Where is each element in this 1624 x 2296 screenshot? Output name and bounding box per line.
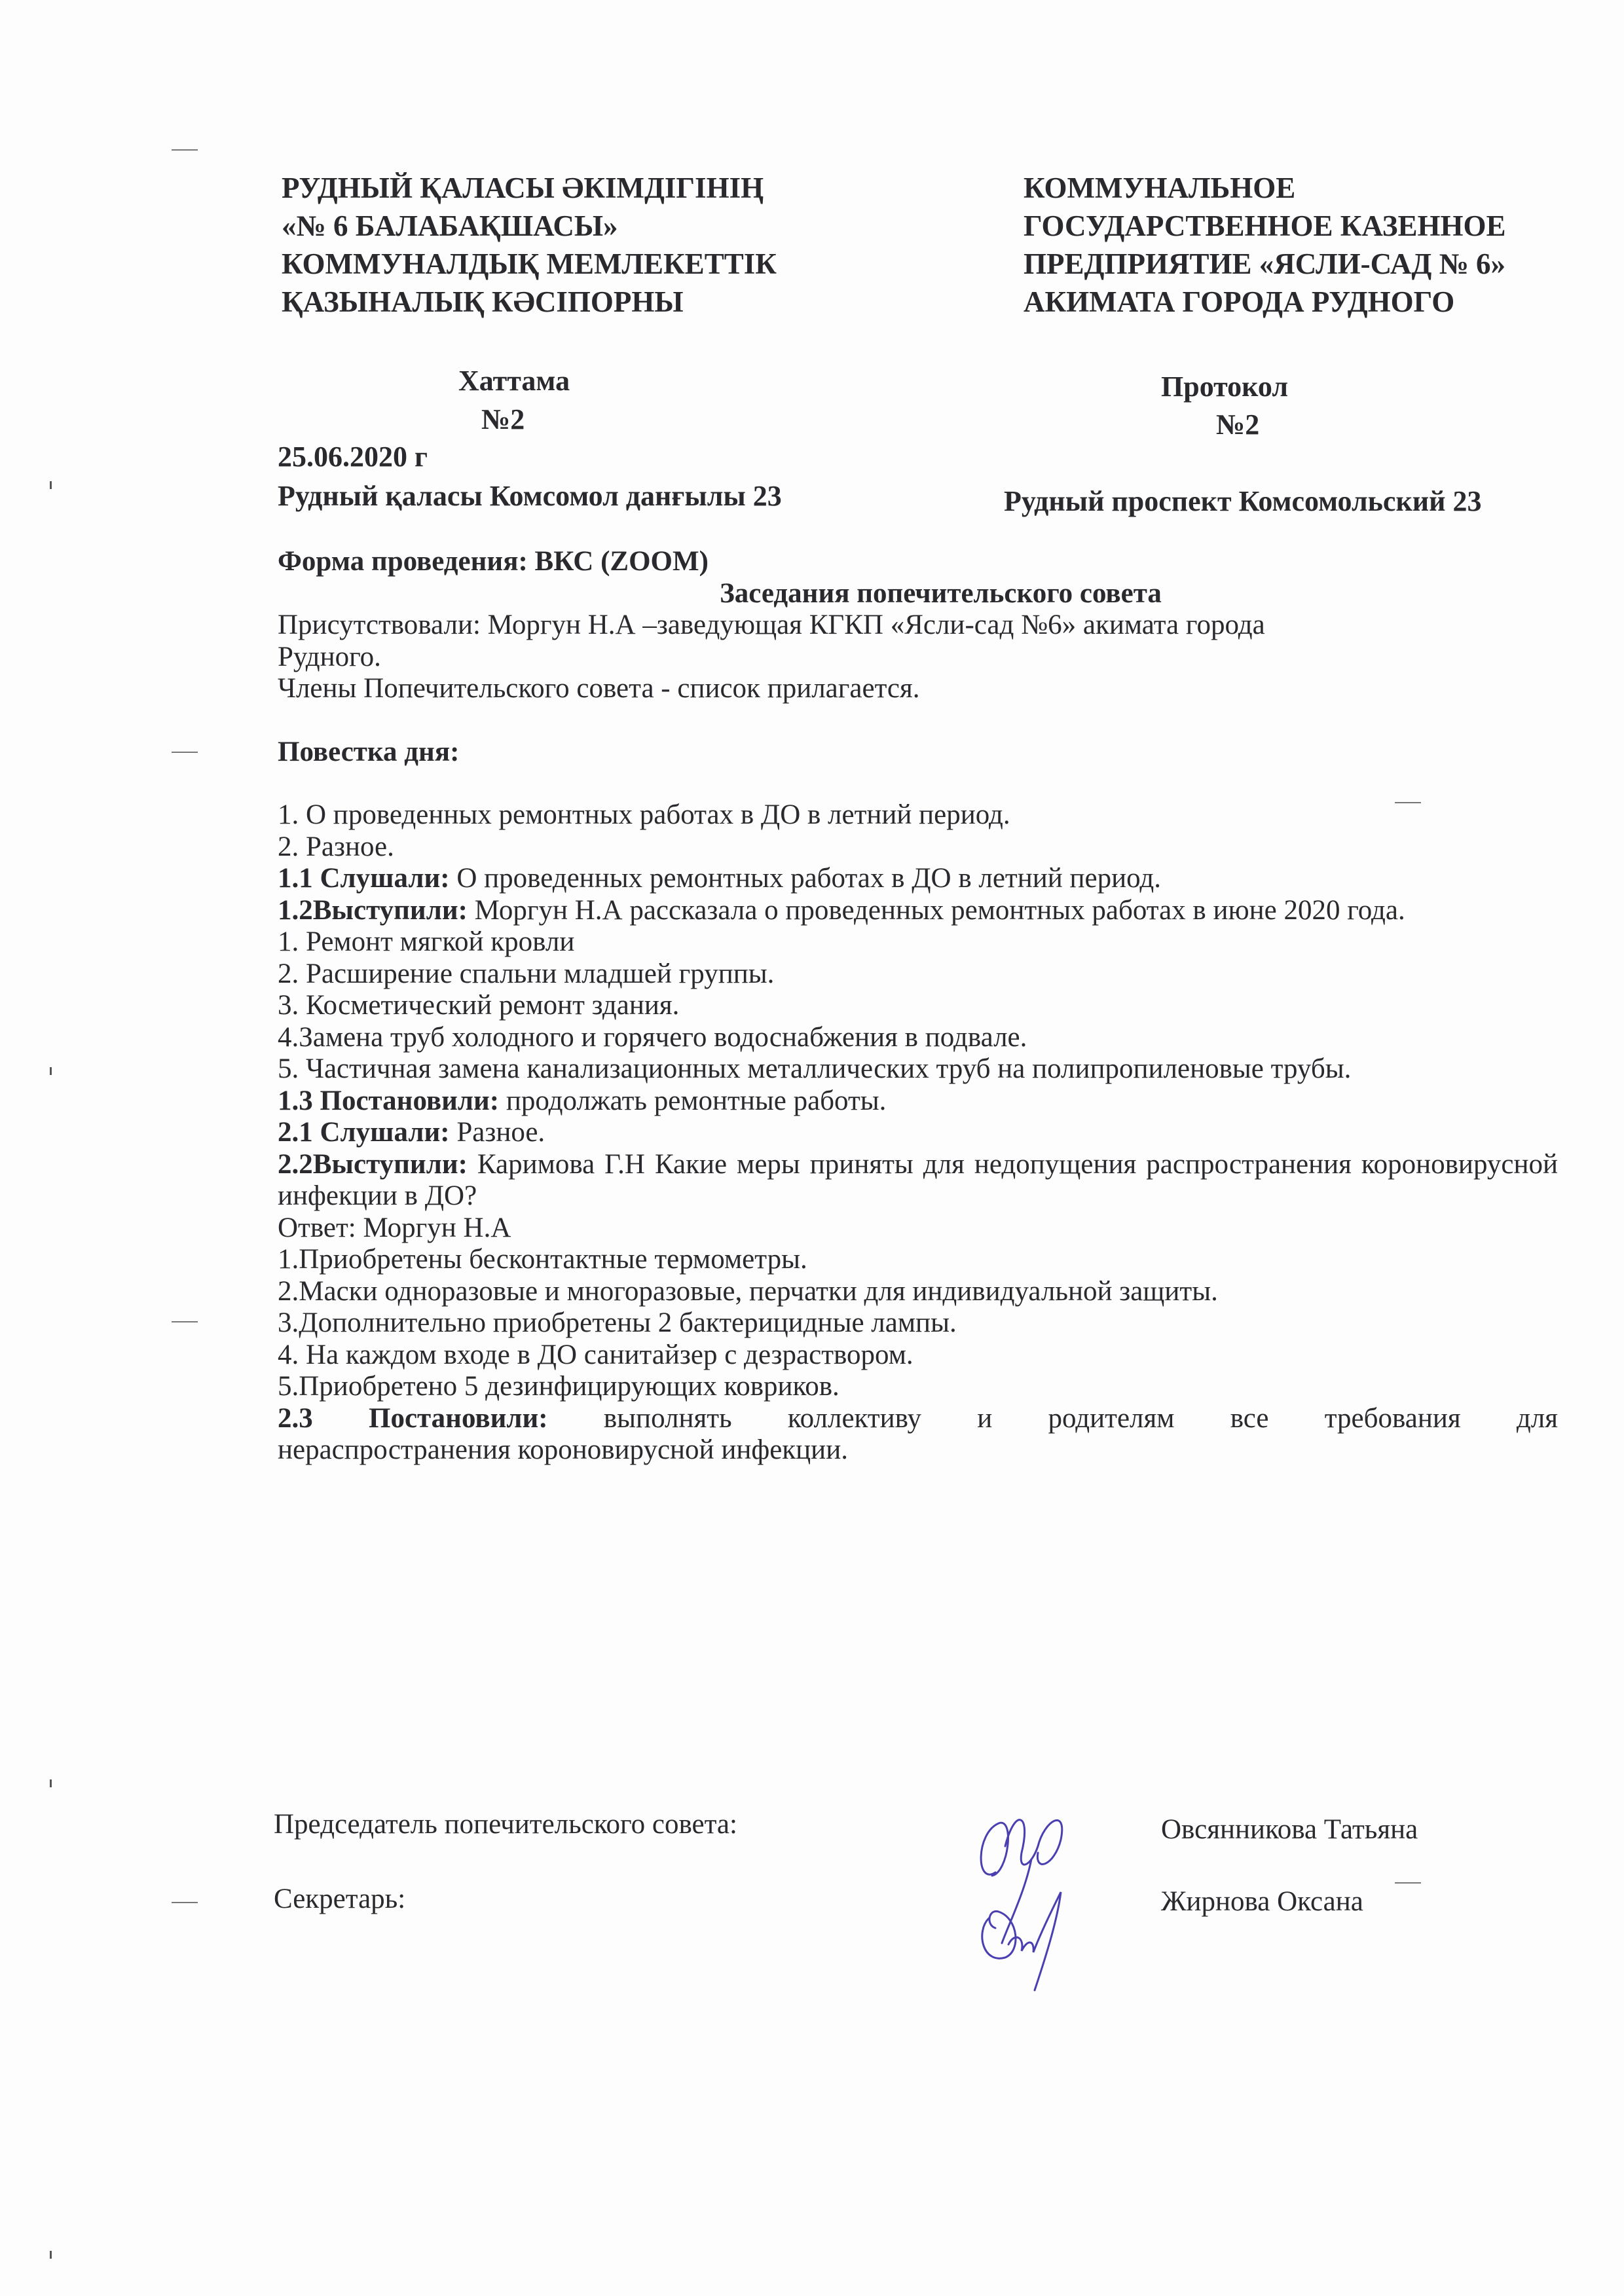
section1-listened xyxy=(278,863,1558,895)
section-text: Разное. xyxy=(449,1117,545,1148)
chair-name: Овсянникова Татьяна xyxy=(1161,1814,1418,1845)
section2-listened xyxy=(278,1117,1558,1149)
measure-item: 4. На каждом входе в ДО санитайзер с дезраствором. xyxy=(278,1339,913,1370)
meeting-format: Форма проведения: ВКС (ZOOM) xyxy=(278,546,709,577)
header-kz-line: ҚАЗЫНАЛЫҚ КӘСІПОРНЫ xyxy=(282,285,684,318)
doc-date: 25.06.2020 г xyxy=(278,441,428,473)
section-label: 1.2Выступили: xyxy=(278,894,468,926)
doc-number-ru: №2 xyxy=(1216,409,1260,441)
scan-mark xyxy=(172,149,198,151)
header-kz-line: КОММУНАЛДЫҚ МЕМЛЕКЕТТІК xyxy=(282,247,777,280)
scan-mark xyxy=(1395,1882,1421,1884)
measure-item: 3.Дополнительно приобретены 2 бактерицидные лампы. xyxy=(278,1307,957,1338)
work-item: 2. Расширение спальни младшей группы. xyxy=(278,958,775,989)
scan-mark xyxy=(50,1779,52,1787)
doc-title-kz: Хаттама xyxy=(458,365,570,397)
doc-address-ru: Рудный проспект Комсомольский 23 xyxy=(1004,485,1482,517)
header-russian xyxy=(1024,169,1587,321)
scan-mark xyxy=(50,2251,52,2259)
secretary-signature-icon xyxy=(969,1879,1074,1997)
header-ru-line: АКИМАТА ГОРОДА РУДНОГО xyxy=(1024,285,1455,318)
agenda-item: 2. Разное. xyxy=(278,831,394,862)
chair-label: Председатель попечительского совета: xyxy=(274,1809,737,1840)
measure-item: 1.Приобретены бесконтактные термометры. xyxy=(278,1244,807,1275)
section-label: 2.2Выступили: xyxy=(278,1148,468,1180)
header-kz-line: «№ 6 БАЛАБАҚШАСЫ» xyxy=(282,210,618,242)
work-item: 3. Косметический ремонт здания. xyxy=(278,990,680,1021)
section-text: О проведенных ремонтных работах в ДО в летний период. xyxy=(449,863,1161,894)
meeting-title: Заседания попечительского совета xyxy=(720,577,1162,609)
scan-mark xyxy=(172,1321,198,1322)
measure-item: 5.Приобретено 5 дезинфицирующих ковриков. xyxy=(278,1371,840,1402)
section1-spoke xyxy=(278,895,1558,927)
header-kz-line: РУДНЫЙ ҚАЛАСЫ ӘКІМДІГІНІҢ xyxy=(282,172,764,204)
doc-title-ru: Протокол xyxy=(1161,371,1289,403)
scan-mark xyxy=(50,481,52,489)
section-text: выполнять коллективу и родителям все требования для xyxy=(547,1402,1558,1434)
header-ru-line: ГОСУДАРСТВЕННОЕ КАЗЕННОЕ xyxy=(1024,210,1506,242)
section-text: Каримова Г.Н Какие меры приняты для недопущения распространения короновирусной инфекции в ДО? xyxy=(278,1148,1558,1211)
scan-mark xyxy=(172,752,198,753)
section2-decided xyxy=(278,1403,1558,1435)
section-text: Моргун Н.А рассказала о проведенных ремонтных работах в июне 2020 года. xyxy=(467,894,1405,926)
header-ru-line: ПРЕДПРИЯТИЕ «ЯСЛИ-САД № 6» xyxy=(1024,247,1506,280)
agenda-item: 1. О проведенных ремонтных работах в ДО в летний период. xyxy=(278,799,1010,830)
answer-line: Ответ: Моргун Н.А xyxy=(278,1212,511,1243)
section-label: 1.3 Постановили: xyxy=(278,1085,500,1116)
section2-decided-cont: нераспространения короновирусной инфекции. xyxy=(278,1434,848,1465)
work-item: 5. Частичная замена канализационных металлических труб на полипропиленовые трубы. xyxy=(278,1053,1352,1084)
section-text: продолжать ремонтные работы. xyxy=(499,1085,887,1116)
members-note: Члены Попечительского совета - список прилагается. xyxy=(278,673,920,704)
section-label: 2.1 Слушали: xyxy=(278,1117,450,1148)
work-item: 4.Замена труб холодного и горячего водоснабжения в подвале. xyxy=(278,1021,1027,1053)
section-label: 1.1 Слушали: xyxy=(278,863,450,894)
measure-item: 2.Маски одноразовые и многоразовые, перчатки для индивидуальной защиты. xyxy=(278,1275,1218,1307)
section1-decided xyxy=(278,1085,1558,1118)
scan-mark xyxy=(50,1067,52,1075)
doc-address-kz: Рудный қаласы Комсомол данғылы 23 xyxy=(278,480,782,512)
present-line: Присутствовали: Моргун Н.А –заведующая КГКП «Ясли-сад №6» акимата города xyxy=(278,610,1265,640)
agenda-heading: Повестка дня: xyxy=(278,736,460,767)
work-item: 1. Ремонт мягкой кровли xyxy=(278,926,575,957)
secretary-name: Жирнова Оксана xyxy=(1161,1886,1363,1917)
present-line: Рудного. xyxy=(278,641,381,672)
doc-number-kz: №2 xyxy=(481,403,525,435)
header-ru-line: КОММУНАЛЬНОЕ xyxy=(1024,172,1296,204)
secretary-label: Секретарь: xyxy=(274,1884,406,1914)
section-label: 2.3 Постановили: xyxy=(278,1402,548,1434)
document-body xyxy=(278,546,1558,1467)
header-kazakh xyxy=(282,169,871,321)
scan-mark xyxy=(172,1902,198,1903)
section2-spoke xyxy=(278,1149,1558,1212)
